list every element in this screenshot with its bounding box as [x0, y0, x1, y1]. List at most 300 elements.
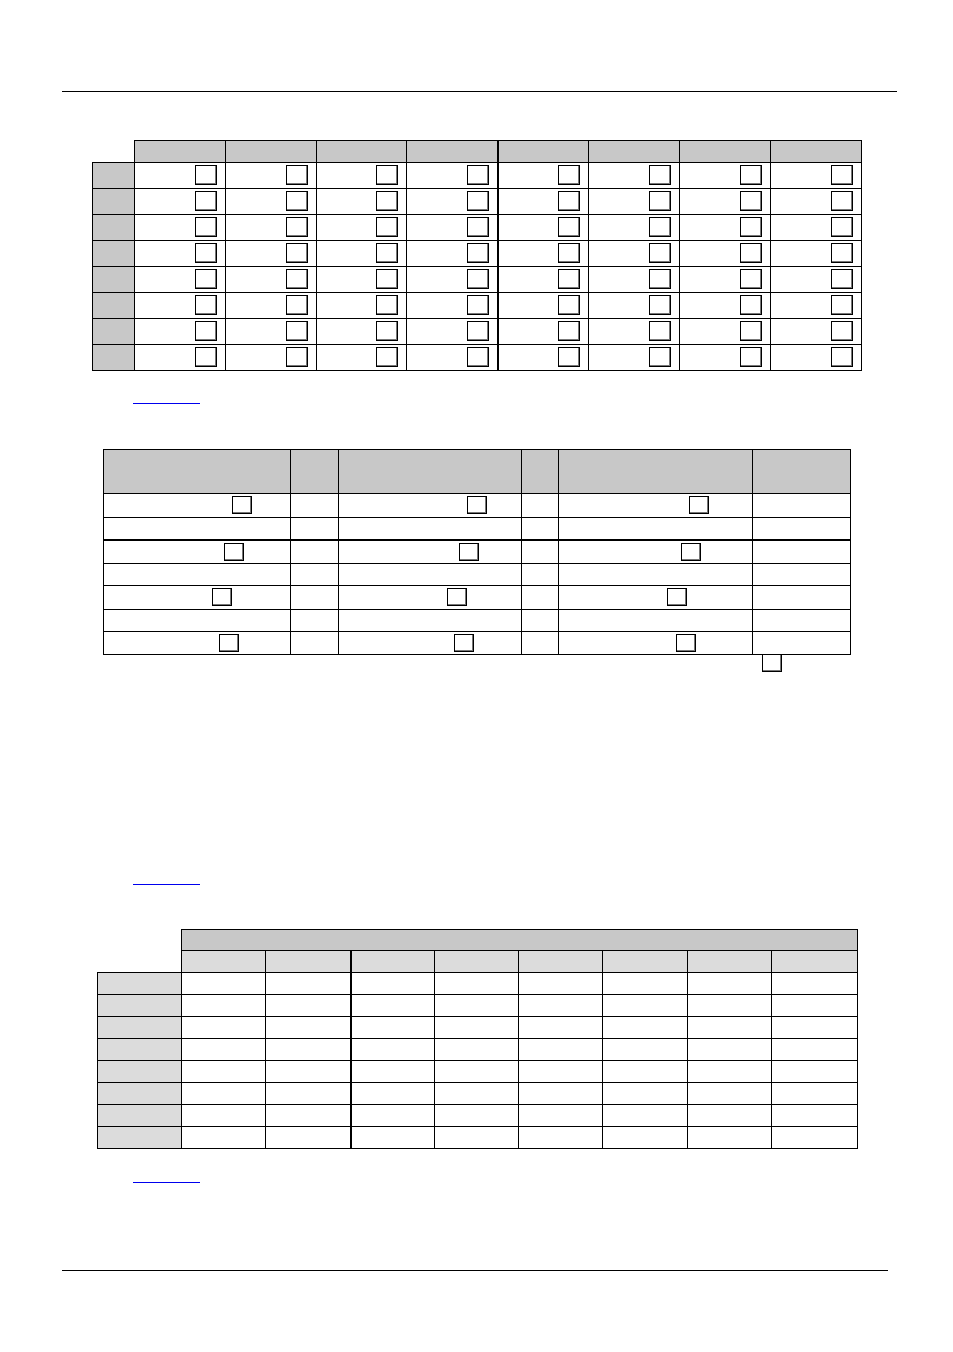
grid-checkbox[interactable] [558, 217, 580, 237]
grid-row-header [93, 241, 135, 267]
grid-checkbox[interactable] [195, 243, 217, 263]
grid-row-header [93, 163, 135, 189]
grid-checkbox[interactable] [286, 165, 308, 185]
value-grid-cell [266, 1105, 351, 1127]
grid-cell [407, 241, 498, 267]
value-grid-cell [266, 1039, 351, 1061]
value-grid-cell [182, 1017, 266, 1039]
grid-cell [317, 293, 407, 319]
grid-cell [226, 163, 317, 189]
grid-cell [589, 319, 680, 345]
value-grid-cell [688, 973, 772, 995]
value-grid-cell [603, 1105, 688, 1127]
value-grid-cell [435, 1061, 519, 1083]
grid-cell [589, 293, 680, 319]
grid-checkbox[interactable] [376, 243, 398, 263]
value-grid-row [98, 1039, 858, 1061]
value-grid-cell [351, 1017, 435, 1039]
options-row [104, 518, 851, 540]
grid-checkbox[interactable] [831, 165, 853, 185]
grid-row [93, 189, 862, 215]
options-row [104, 540, 851, 564]
value-grid-cell [688, 1017, 772, 1039]
value-grid-cell [351, 1039, 435, 1061]
value-grid-cell [688, 1105, 772, 1127]
options-checkbox[interactable] [689, 496, 709, 514]
grid-checkbox[interactable] [286, 295, 308, 315]
grid-cell [317, 267, 407, 293]
grid-cell [589, 241, 680, 267]
value-grid-column-header [603, 951, 688, 973]
grid-cell [498, 163, 589, 189]
value-grid-cell [351, 1105, 435, 1127]
options-cell [104, 564, 291, 586]
value-grid-cell [603, 1017, 688, 1039]
grid-cell [771, 241, 862, 267]
reference-link-3[interactable] [133, 1182, 200, 1183]
grid-checkbox[interactable] [558, 165, 580, 185]
grid-checkbox[interactable] [831, 321, 853, 341]
grid-cell [771, 189, 862, 215]
value-grid-cell [351, 1083, 435, 1105]
value-grid-row-header [98, 1017, 182, 1039]
grid-cell [498, 293, 589, 319]
grid-cell [135, 267, 226, 293]
options-header-cell [559, 450, 753, 494]
grid-cell [135, 215, 226, 241]
grid-cell [226, 319, 317, 345]
value-grid-cell [519, 1105, 603, 1127]
value-grid-cell [603, 1127, 688, 1149]
grid-column-header [226, 141, 317, 163]
options-cell [753, 586, 851, 610]
options-checkbox[interactable] [224, 543, 244, 561]
options-header-cell [339, 450, 522, 494]
grid-row [93, 163, 862, 189]
grid-checkbox[interactable] [649, 295, 671, 315]
grid-checkbox[interactable] [376, 269, 398, 289]
grid-cell [680, 163, 771, 189]
grid-cell [498, 319, 589, 345]
options-cell [291, 518, 339, 540]
value-grid-cell [266, 1061, 351, 1083]
value-grid-column-header [435, 951, 519, 973]
options-checkbox[interactable] [667, 588, 687, 606]
grid-checkbox[interactable] [649, 321, 671, 341]
options-cell [104, 494, 291, 518]
options-cell [339, 564, 522, 586]
grid-checkbox[interactable] [376, 165, 398, 185]
options-cell [339, 632, 522, 655]
value-grid-cell [182, 1039, 266, 1061]
grid-checkbox[interactable] [467, 347, 489, 367]
grid-row-header [93, 215, 135, 241]
options-checkbox[interactable] [232, 496, 252, 514]
grid-checkbox[interactable] [649, 243, 671, 263]
grid-cell [498, 345, 589, 371]
grid-checkbox[interactable] [740, 243, 762, 263]
value-grid-cell [688, 1061, 772, 1083]
grid-checkbox[interactable] [558, 191, 580, 211]
grid-column-header [589, 141, 680, 163]
grid-row [93, 293, 862, 319]
options-table [103, 449, 851, 655]
value-grid-cell [351, 973, 435, 995]
value-grid-cell [688, 1127, 772, 1149]
value-grid-cell [772, 1127, 858, 1149]
grid-checkbox[interactable] [558, 321, 580, 341]
options-cell [291, 586, 339, 610]
options-cell [291, 540, 339, 564]
value-grid-column-header [688, 951, 772, 973]
options-header-cell [291, 450, 339, 494]
grid-checkbox[interactable] [831, 269, 853, 289]
grid-cell [771, 293, 862, 319]
value-grid-title-cell [182, 930, 858, 951]
options-checkbox[interactable] [681, 543, 701, 561]
options-cell [522, 494, 559, 518]
value-grid-row-header [98, 1083, 182, 1105]
grid-cell [589, 189, 680, 215]
grid-cell [680, 215, 771, 241]
checkbox-grid-table [92, 140, 862, 371]
grid-checkbox[interactable] [376, 217, 398, 237]
grid-checkbox[interactable] [195, 295, 217, 315]
grid-checkbox[interactable] [831, 191, 853, 211]
grid-checkbox[interactable] [195, 165, 217, 185]
grid-cell [226, 293, 317, 319]
options-cell [522, 518, 559, 540]
grid-header-row [93, 141, 862, 163]
value-grid-cell [435, 1105, 519, 1127]
value-grid-cell [435, 995, 519, 1017]
grid-checkbox[interactable] [649, 165, 671, 185]
grid-checkbox[interactable] [286, 217, 308, 237]
options-row [104, 494, 851, 518]
value-grid-table [97, 929, 858, 1149]
options-header-cell [753, 450, 851, 494]
value-grid-row [98, 1083, 858, 1105]
grid-checkbox[interactable] [286, 347, 308, 367]
value-grid-cell [603, 1083, 688, 1105]
value-grid-header-row [98, 951, 858, 973]
value-grid-column-header [772, 951, 858, 973]
options-cell [559, 540, 753, 564]
grid-checkbox[interactable] [376, 321, 398, 341]
grid-cell [135, 163, 226, 189]
grid-cell [135, 293, 226, 319]
grid-row [93, 345, 862, 371]
options-cell [753, 564, 851, 586]
footer-rule [62, 1270, 888, 1271]
grid-cell [589, 345, 680, 371]
grid-checkbox[interactable] [831, 243, 853, 263]
options-row [104, 586, 851, 610]
value-grid-column-header [266, 951, 351, 973]
grid-cell [407, 267, 498, 293]
options-checkbox[interactable] [454, 634, 474, 652]
options-cell [104, 632, 291, 655]
grid-checkbox[interactable] [195, 321, 217, 341]
options-cell [522, 632, 559, 655]
grid-cell [771, 163, 862, 189]
grid-cell [498, 215, 589, 241]
grid-cell [680, 293, 771, 319]
grid-checkbox[interactable] [558, 243, 580, 263]
grid-column-header [407, 141, 498, 163]
options-cell [559, 494, 753, 518]
value-grid-cell [182, 1083, 266, 1105]
grid-checkbox[interactable] [740, 165, 762, 185]
grid-cell [135, 319, 226, 345]
grid-cell [680, 345, 771, 371]
grid-cell [135, 189, 226, 215]
value-grid-row-header [98, 973, 182, 995]
options-cell [104, 540, 291, 564]
grid-checkbox[interactable] [740, 321, 762, 341]
value-grid-cell [351, 1061, 435, 1083]
reference-link-1[interactable] [133, 403, 200, 404]
value-grid-cell [182, 973, 266, 995]
grid-cell [407, 319, 498, 345]
value-grid-corner [98, 951, 182, 973]
options-checkbox[interactable] [219, 634, 239, 652]
grid-checkbox[interactable] [376, 295, 398, 315]
options-cell [339, 518, 522, 540]
grid-cell [771, 267, 862, 293]
grid-checkbox[interactable] [649, 269, 671, 289]
value-grid-cell [603, 1039, 688, 1061]
options-cell [291, 632, 339, 655]
options-checkbox[interactable] [447, 588, 467, 606]
grid-cell [135, 345, 226, 371]
grid-row [93, 267, 862, 293]
grid-checkbox[interactable] [558, 295, 580, 315]
value-grid-cell [688, 1039, 772, 1061]
options-checkbox[interactable] [467, 496, 487, 514]
grid-cell [771, 215, 862, 241]
grid-column-header [771, 141, 862, 163]
value-grid-cell [435, 1017, 519, 1039]
grid-checkbox[interactable] [740, 217, 762, 237]
value-grid-cell [266, 1127, 351, 1149]
value-grid-cell [182, 995, 266, 1017]
grid-column-header [135, 141, 226, 163]
options-cell [559, 632, 753, 655]
grid-cell [771, 345, 862, 371]
grid-cell [317, 189, 407, 215]
value-grid-cell [266, 973, 351, 995]
grid-cell [680, 319, 771, 345]
grid-cell [226, 189, 317, 215]
grid-checkbox[interactable] [286, 243, 308, 263]
grid-checkbox[interactable] [286, 269, 308, 289]
grid-checkbox[interactable] [831, 217, 853, 237]
options-cell [291, 564, 339, 586]
grid-checkbox[interactable] [376, 347, 398, 367]
value-grid-cell [435, 1039, 519, 1061]
value-grid-cell [772, 995, 858, 1017]
grid-checkbox[interactable] [740, 269, 762, 289]
options-cell [339, 610, 522, 632]
grid-cell [589, 163, 680, 189]
grid-cell [407, 293, 498, 319]
grid-column-header [317, 141, 407, 163]
grid-checkbox[interactable] [649, 217, 671, 237]
value-grid-cell [266, 995, 351, 1017]
value-grid-cell [688, 995, 772, 1017]
options-cell [291, 610, 339, 632]
grid-cell [226, 241, 317, 267]
grid-checkbox[interactable] [467, 191, 489, 211]
value-grid-cell [603, 1061, 688, 1083]
options-header-cell [522, 450, 559, 494]
grid-corner [93, 141, 135, 163]
grid-checkbox[interactable] [558, 347, 580, 367]
value-grid-cell [772, 1061, 858, 1083]
value-grid-corner [98, 930, 182, 951]
grid-cell [135, 241, 226, 267]
value-grid-cell [182, 1105, 266, 1127]
grid-checkbox[interactable] [831, 347, 853, 367]
grid-cell [317, 319, 407, 345]
grid-row-header [93, 189, 135, 215]
options-checkbox[interactable] [459, 543, 479, 561]
value-grid-cell [519, 973, 603, 995]
grid-row-header [93, 267, 135, 293]
options-cell [559, 586, 753, 610]
grid-checkbox[interactable] [467, 295, 489, 315]
grid-cell [407, 215, 498, 241]
grid-column-header [498, 141, 589, 163]
grid-cell [498, 189, 589, 215]
grid-cell [226, 215, 317, 241]
grid-row-header [93, 319, 135, 345]
options-cell [753, 494, 851, 518]
options-cell [522, 586, 559, 610]
grid-cell [771, 319, 862, 345]
extra-checkbox[interactable] [762, 654, 782, 672]
grid-checkbox[interactable] [740, 347, 762, 367]
value-grid-cell [772, 1039, 858, 1061]
value-grid-title-row [98, 930, 858, 951]
options-cell [753, 518, 851, 540]
value-grid-row-header [98, 1127, 182, 1149]
options-row [104, 564, 851, 586]
grid-checkbox[interactable] [649, 191, 671, 211]
value-grid-cell [772, 1083, 858, 1105]
grid-checkbox[interactable] [195, 191, 217, 211]
options-cell [753, 610, 851, 632]
grid-cell [680, 189, 771, 215]
header-rule [62, 91, 897, 92]
options-header-row [104, 450, 851, 494]
value-grid-cell [772, 973, 858, 995]
grid-checkbox[interactable] [467, 243, 489, 263]
grid-checkbox[interactable] [286, 191, 308, 211]
grid-checkbox[interactable] [467, 269, 489, 289]
value-grid-row [98, 973, 858, 995]
value-grid-row-header [98, 1105, 182, 1127]
value-grid-column-header [519, 951, 603, 973]
reference-link-2[interactable] [133, 884, 200, 885]
grid-cell [680, 241, 771, 267]
value-grid-row [98, 1017, 858, 1039]
grid-cell [680, 267, 771, 293]
options-row [104, 610, 851, 632]
value-grid-row [98, 1127, 858, 1149]
grid-cell [226, 345, 317, 371]
value-grid-cell [519, 1127, 603, 1149]
value-grid-cell [351, 995, 435, 1017]
value-grid-cell [182, 1061, 266, 1083]
grid-checkbox[interactable] [195, 217, 217, 237]
grid-checkbox[interactable] [195, 269, 217, 289]
value-grid-cell [266, 1017, 351, 1039]
value-grid-cell [603, 973, 688, 995]
options-cell [559, 518, 753, 540]
grid-checkbox[interactable] [467, 321, 489, 341]
value-grid-row [98, 1105, 858, 1127]
options-cell [559, 564, 753, 586]
options-cell [753, 540, 851, 564]
grid-cell [589, 215, 680, 241]
grid-cell [226, 267, 317, 293]
value-grid-cell [688, 1083, 772, 1105]
grid-checkbox[interactable] [740, 295, 762, 315]
value-grid-column-header [351, 951, 435, 973]
options-checkbox[interactable] [676, 634, 696, 652]
grid-checkbox[interactable] [649, 347, 671, 367]
grid-checkbox[interactable] [831, 295, 853, 315]
grid-checkbox[interactable] [376, 191, 398, 211]
options-cell [522, 540, 559, 564]
options-cell [104, 586, 291, 610]
options-cell [522, 564, 559, 586]
grid-cell [407, 189, 498, 215]
value-grid-row-header [98, 1061, 182, 1083]
grid-checkbox[interactable] [740, 191, 762, 211]
grid-cell [407, 163, 498, 189]
value-grid-cell [435, 1127, 519, 1149]
grid-cell [317, 345, 407, 371]
grid-cell [317, 241, 407, 267]
value-grid-cell [266, 1083, 351, 1105]
value-grid-cell [519, 1083, 603, 1105]
grid-checkbox[interactable] [195, 347, 217, 367]
value-grid-cell [603, 995, 688, 1017]
grid-checkbox[interactable] [558, 269, 580, 289]
options-checkbox[interactable] [212, 588, 232, 606]
grid-cell [407, 345, 498, 371]
options-cell [104, 518, 291, 540]
options-cell [339, 540, 522, 564]
grid-checkbox[interactable] [467, 165, 489, 185]
grid-row [93, 241, 862, 267]
grid-checkbox[interactable] [286, 321, 308, 341]
grid-cell [317, 215, 407, 241]
options-cell [339, 494, 522, 518]
value-grid-cell [435, 973, 519, 995]
value-grid-cell [772, 1017, 858, 1039]
options-cell [339, 586, 522, 610]
options-header-cell [104, 450, 291, 494]
value-grid-cell [519, 1039, 603, 1061]
grid-checkbox[interactable] [467, 217, 489, 237]
grid-row-header [93, 345, 135, 371]
grid-cell [498, 241, 589, 267]
options-cell [559, 610, 753, 632]
